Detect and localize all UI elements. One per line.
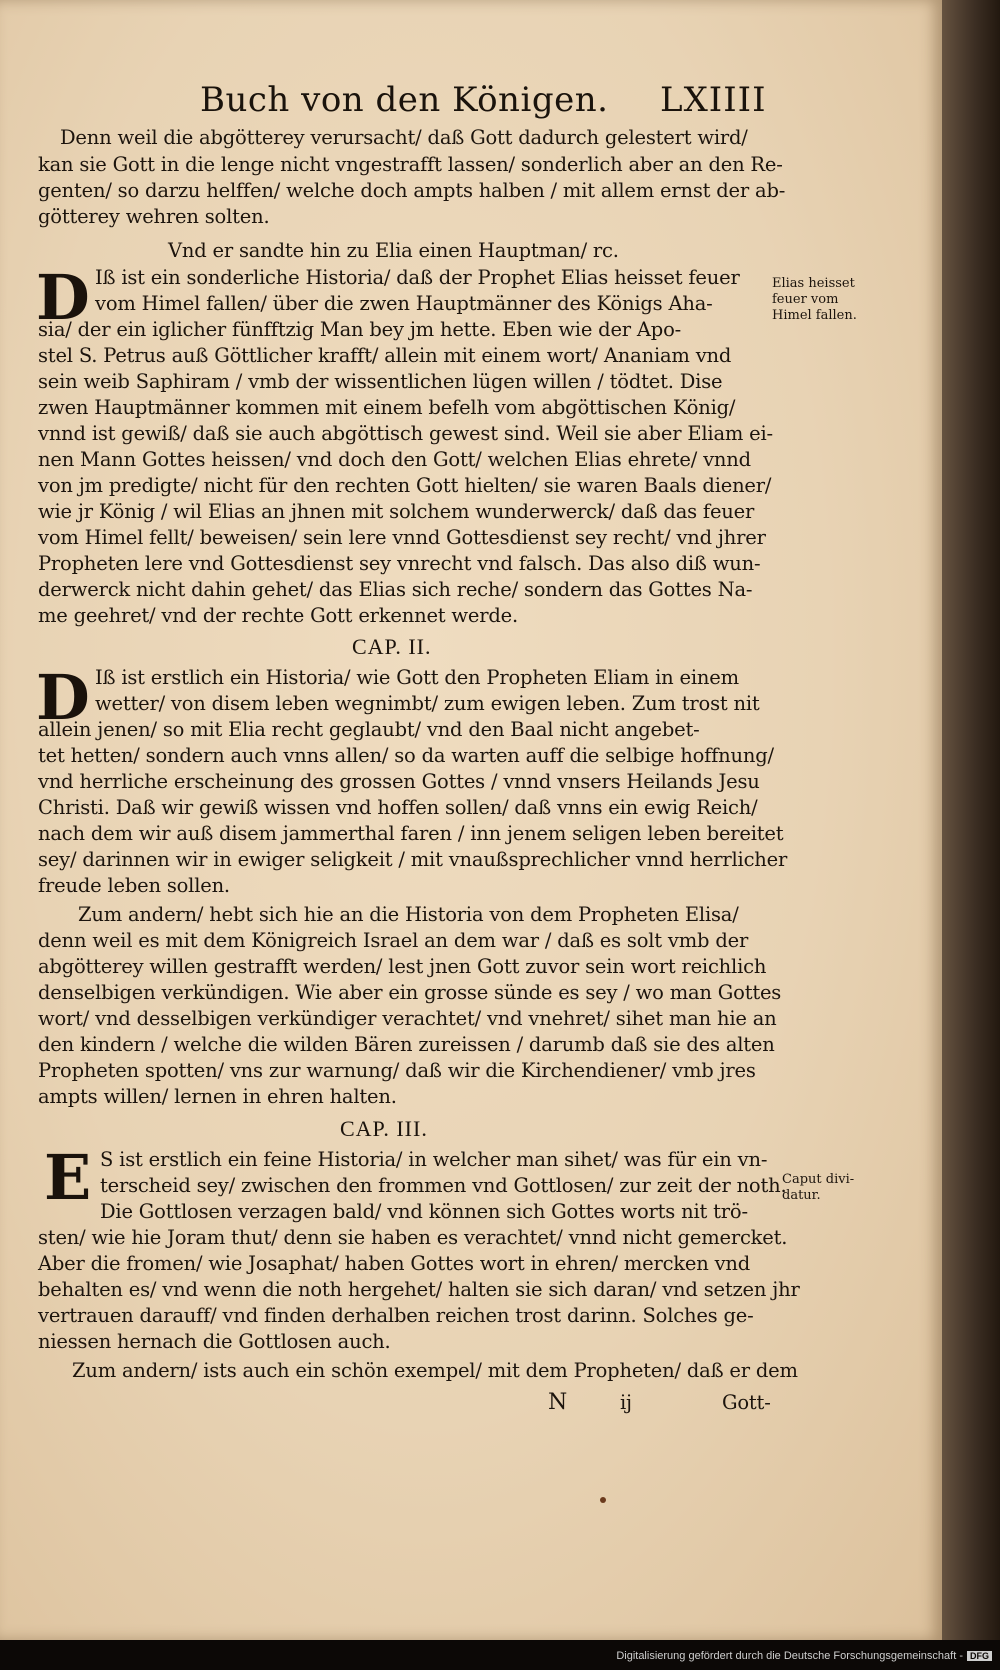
- text-line: S ist erstlich ein feine Historia/ in welcher man sihet/ was für ein vn-: [100, 1148, 768, 1171]
- decorated-initial: E: [44, 1141, 92, 1214]
- text-line: tet hetten/ sondern auch vnns allen/ so da warten auff die selbige hoffnung/: [38, 744, 774, 767]
- text-line: zwen Hauptmänner kommen mit einem befelh vom abgöttischen König/: [38, 396, 736, 419]
- text-line: genten/ so darzu helffen/ welche doch ampts halben / mit allem ernst der ab-: [38, 179, 786, 202]
- text-line: Propheten lere vnd Gottesdienst sey vnrecht vnd falsch. Das also diß wun-: [38, 552, 761, 575]
- text-line: sia/ der ein iglicher fünfftzig Man bey jm hette. Eben wie der Apo-: [38, 318, 681, 341]
- text-line: Denn weil die abgötterey verursacht/ daß Gott dadurch gelestert wird/: [60, 126, 748, 149]
- text-line: Aber die fromen/ wie Josaphat/ haben Gottes wort in ehren/ mercken vnd: [38, 1252, 751, 1275]
- text-line: niessen hernach die Gottlosen auch.: [38, 1330, 391, 1353]
- text-line: vertrauen darauff/ vnd finden derhalben reichen trost darinn. Solches ge-: [38, 1304, 754, 1327]
- text-line: vom Himel fallen/ über die zwen Hauptmänner des Königs Aha-: [95, 292, 713, 315]
- text-line: wort/ vnd desselbigen verkündiger verachtet/ vnd vnehret/ sihet man hie an: [38, 1007, 777, 1030]
- signature-number: ij: [620, 1391, 632, 1414]
- ink-spot: [600, 1497, 606, 1503]
- signature-mark: N: [548, 1390, 568, 1415]
- book-page-edge: [935, 0, 1000, 1640]
- text-line: wie jr König / wil Elias an jhnen mit solchem wunderwerck/ daß das feuer: [38, 500, 755, 523]
- text-line: stel S. Petrus auß Göttlicher krafft/ allein mit einem wort/ Ananiam vnd: [38, 344, 732, 367]
- text-line: derwerck nicht dahin gehet/ das Elias sich reche/ sondern das Gottes Na-: [38, 578, 753, 601]
- footer-credit-text: Digitalisierung gefördert durch die Deutsche Forschungsgemeinschaft -: [616, 1650, 963, 1662]
- text-line: den kindern / welche die wilden Bären zureissen / darumb daß sie des alten: [38, 1033, 775, 1056]
- chapter-heading: CAP. III.: [340, 1116, 428, 1141]
- text-line: sein weib Saphiram / vmb der wissentlichen lügen willen / tödtet. Dise: [38, 370, 723, 393]
- folio-number: LXIIII: [660, 80, 767, 120]
- text-line: vnd herrliche erscheinung des grossen Gottes / vnnd vnsers Heilands Jesu: [38, 770, 760, 793]
- text-line: sten/ wie hie Joram thut/ denn sie haben es verachtet/ vnnd nicht gemercket.: [38, 1226, 788, 1249]
- chapter-heading: CAP. II.: [352, 634, 432, 659]
- text-line: allein jenen/ so mit Elia recht geglaubt/ vnd den Baal nicht angebet-: [38, 718, 700, 741]
- text-line: denselbigen verkündigen. Wie aber ein grosse sünde es sey / wo man Gottes: [38, 981, 782, 1004]
- marginal-note: feuer vom: [772, 292, 839, 307]
- text-line: abgötterey willen gestrafft werden/ lest jnen Gott zuvor sein wort reichlich: [38, 955, 767, 978]
- text-line: ampts willen/ lernen in ehren halten.: [38, 1085, 397, 1108]
- text-line: Die Gottlosen verzagen bald/ vnd können sich Gottes worts nit trö-: [100, 1200, 748, 1223]
- decorated-initial: D: [36, 661, 90, 734]
- text-line: Propheten spotten/ vns zur warnung/ daß wir die Kirchendiener/ vmb jres: [38, 1059, 756, 1082]
- text-line: sey/ darinnen wir in ewiger seligkeit / mit vnaußsprechlicher vnnd herrlicher: [38, 848, 788, 871]
- section-heading: Vnd er sandte hin zu Elia einen Hauptman/ rc.: [168, 239, 619, 262]
- running-title: Buch von den Königen.: [200, 80, 609, 120]
- text-line: Iß ist ein sonderliche Historia/ daß der Prophet Elias heisset feuer: [95, 266, 740, 289]
- marginal-note: Caput divi-: [782, 1172, 855, 1187]
- text-line: götterey wehren solten.: [38, 205, 270, 228]
- text-line: Iß ist erstlich ein Historia/ wie Gott den Propheten Eliam in einem: [95, 666, 739, 689]
- text-line: von jm predigte/ nicht für den rechten Gott hielten/ sie waren Baals diener/: [38, 474, 772, 497]
- dfg-logo: DFG: [967, 1651, 992, 1661]
- text-line: Christi. Daß wir gewiß wissen vnd hoffen sollen/ daß vnns ein ewig Reich/: [38, 796, 758, 819]
- text-line: wetter/ von disem leben wegnimbt/ zum ewigen leben. Zum trost nit: [95, 692, 760, 715]
- decorated-initial: D: [36, 261, 90, 334]
- text-line: freude leben sollen.: [38, 874, 230, 897]
- text-line: denn weil es mit dem Königreich Israel an dem war / daß es solt vmb der: [38, 929, 749, 952]
- text-line: nach dem wir auß disem jammerthal faren / inn jenem seligen leben bereitet: [38, 822, 784, 845]
- text-line: vom Himel fellt/ beweisen/ sein lere vnnd Gottesdienst sey recht/ vnd jhrer: [38, 526, 766, 549]
- text-line: vnnd ist gewiß/ daß sie auch abgöttisch gewest sind. Weil sie aber Eliam ei-: [38, 422, 773, 445]
- text-line: Zum andern/ hebt sich hie an die Historia von dem Propheten Elisa/: [78, 903, 739, 926]
- text-line: nen Mann Gottes heissen/ vnd doch den Gott/ welchen Elias ehrete/ vnnd: [38, 448, 751, 471]
- text-line: terscheid sey/ zwischen den frommen vnd Gottlosen/ zur zeit der noth.: [100, 1174, 787, 1197]
- text-line: Zum andern/ ists auch ein schön exempel/ mit dem Propheten/ daß er dem: [72, 1359, 798, 1382]
- marginal-note: Himel fallen.: [772, 308, 857, 323]
- catchword: Gott-: [722, 1391, 771, 1414]
- text-line: me geehret/ vnd der rechte Gott erkennet werde.: [38, 604, 519, 627]
- text-line: behalten es/ vnd wenn die noth hergehet/ halten sie sich daran/ vnd setzen jhr: [38, 1278, 800, 1301]
- text-line: kan sie Gott in die lenge nicht vngestrafft lassen/ sonderlich aber an den Re-: [38, 153, 783, 176]
- marginal-note: datur.: [782, 1188, 821, 1203]
- footer-credit: [616, 1650, 992, 1662]
- marginal-note: Elias heisset: [772, 276, 855, 291]
